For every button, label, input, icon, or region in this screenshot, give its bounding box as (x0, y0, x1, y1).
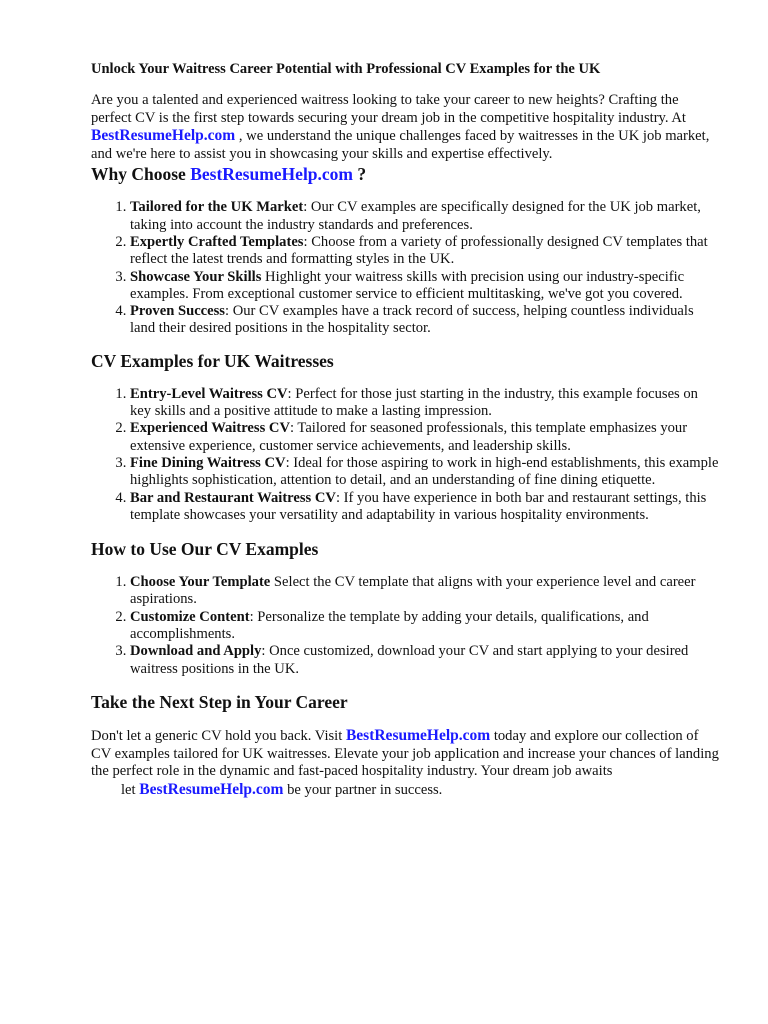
how-to-use-heading: How to Use Our CV Examples (91, 539, 319, 560)
item-text: : Tailored for seasoned professionals, this template emphasizes your extensive experience, customer service achievements, and leadership skills. (130, 420, 688, 454)
item-title: Proven Success (130, 303, 225, 320)
item-title: Tailored for the UK Market (130, 199, 304, 216)
list-item (130, 609, 721, 644)
item-text: : Choose from a variety of professionally designed CV templates that reflect the latest trends and formatting styles in the UK. (130, 233, 708, 268)
next-site-link-1[interactable]: BestResumeHelp.com (345, 726, 491, 744)
next-text-2: today and explore our collection of CV examples tailored for UK waitresses. Elevate your job application and increase your chances of landing the perfect role in the dynamic and fast-paced hospitality industry. Your dream job awaits (91, 727, 719, 780)
item-text: : Ideal for those aspiring to work in high-end establishments, this example highlights sophistication, attention to detail, and an understanding of fine dining etiquette. (130, 454, 719, 489)
next-text-1: Don't let a generic CV hold you back. Visit (91, 727, 346, 744)
why-heading-suffix: ? (353, 164, 367, 185)
list-item (130, 574, 721, 609)
item-title: Expertly Crafted Templates (130, 233, 304, 250)
next-text-4: be your partner in success. (283, 781, 443, 798)
why-choose-heading (91, 163, 721, 185)
document-title: Unlock Your Waitress Career Potential with Professional CV Examples for the UK (91, 61, 601, 77)
list-item (130, 199, 721, 234)
item-text: : Our CV examples are specifically designed for the UK job market, taking into account the industry standards and preferences. (130, 199, 701, 233)
intro-site-link[interactable]: BestResumeHelp.com (91, 127, 236, 145)
intro-paragraph (91, 92, 721, 163)
item-text: : Personalize the template by adding your details, qualifications, and accomplishments. (130, 608, 649, 643)
how-to-use-list (91, 574, 721, 678)
item-text: : Perfect for those just starting in the industry, this example focuses on key skills and a positive attitude to make a lasting impression. (130, 385, 698, 420)
cv-examples-heading: CV Examples for UK Waitresses (91, 350, 334, 371)
item-text: : Once customized, download your CV and start applying to your desired waitress positions in the UK. (130, 643, 689, 677)
cv-examples-list (91, 386, 721, 524)
item-text: : Our CV examples have a track record of success, helping countless individuals land their desired positions in the hospitality sector. (130, 303, 694, 337)
list-item (130, 269, 721, 304)
why-heading-prefix: Why Choose (91, 164, 191, 185)
item-title: Customize Content (130, 608, 250, 625)
list-item (130, 386, 721, 421)
list-item (130, 490, 721, 525)
list-item (130, 234, 721, 269)
item-text: : If you have experience in both bar and restaurant settings, this template showcases your versatility and adaptability in various hospitality environments. (130, 489, 707, 523)
list-item (130, 420, 721, 455)
why-heading-link[interactable]: BestResumeHelp.com (190, 164, 354, 185)
next-step-paragraph (91, 727, 721, 799)
item-title: Showcase Your Skills (130, 268, 262, 285)
next-step-heading: Take the Next Step in Your Career (91, 691, 348, 712)
item-title: Download and Apply (130, 643, 262, 660)
list-item (130, 643, 721, 678)
intro-text-before: Are you a talented and experienced waitress looking to take your career to new heights? Crafting the perfect CV is the first step towards securing your dream job in the competitive hospitality industry. At (91, 92, 686, 126)
item-title: Experienced Waitress CV (130, 420, 290, 437)
item-title: Fine Dining Waitress CV (130, 454, 286, 471)
intro-text-after: , we understand the unique challenges faced by waitresses in the UK job market, and we're here to assist you in showcasing your skills and expertise effectively. (91, 128, 710, 162)
item-title: Bar and Restaurant Waitress CV (130, 489, 336, 506)
next-site-link-2[interactable]: BestResumeHelp.com (139, 780, 284, 798)
list-item (130, 455, 721, 490)
next-text-3: let (121, 781, 140, 798)
document-page (91, 60, 721, 799)
why-choose-list (91, 199, 721, 337)
item-title: Entry-Level Waitress CV (130, 385, 288, 402)
item-text: Select the CV template that aligns with your experience level and career aspirations. (130, 574, 696, 608)
item-text: Highlight your waitress skills with precision using our industry-specific examples. From exceptional customer service to efficient multitasking, we've got you covered. (130, 268, 685, 302)
item-title: Choose Your Template (130, 574, 271, 591)
list-item (130, 303, 721, 338)
